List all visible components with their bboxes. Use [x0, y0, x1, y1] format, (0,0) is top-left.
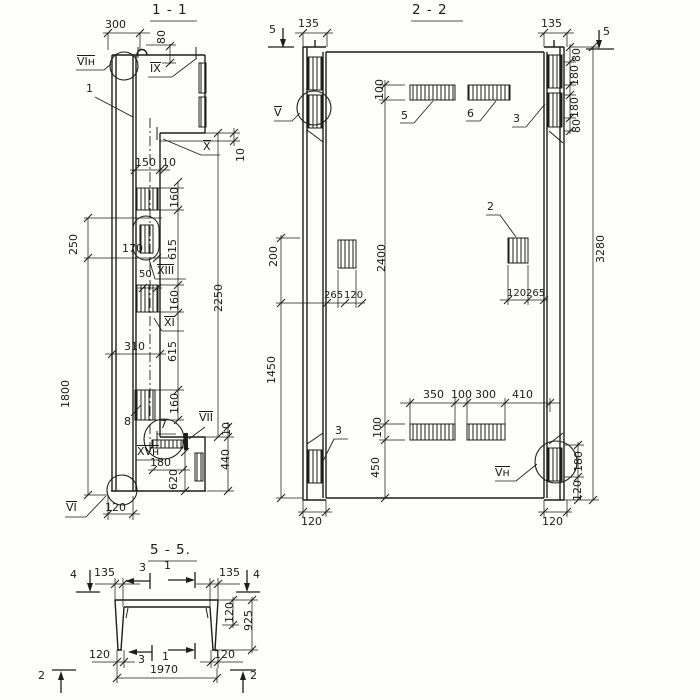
cut-mark-2-right: 2: [250, 669, 257, 682]
dim-410: 410: [512, 388, 533, 401]
plate-edge-bar: [184, 433, 188, 450]
dim-100-top: 100: [373, 79, 386, 100]
dim-80-top-b: 80: [570, 119, 583, 133]
ref-label-v: V: [274, 106, 282, 119]
cut-mark-1-bottom: 1: [162, 650, 169, 663]
dim-160-a: 160: [168, 187, 181, 208]
cut-mark-4-left: 4: [70, 568, 77, 581]
section-5-5-title: 5 - 5.: [150, 542, 191, 558]
dim-2250: 2250: [212, 284, 225, 312]
dim-615-a: 615: [166, 239, 179, 260]
dim-265-right: 265: [526, 288, 546, 299]
dim-925: 925: [242, 610, 255, 631]
dim-265-left: 265: [324, 290, 344, 301]
dim-10-top: 10: [234, 148, 247, 162]
cut-mark-1-top: 1: [164, 559, 171, 572]
dim-80: 80: [155, 30, 168, 44]
dim-120-bottom-left: 120: [301, 515, 322, 528]
dim-620: 620: [167, 469, 180, 490]
dimension-lines: [84, 33, 599, 683]
dim-120-left: 120: [344, 290, 364, 301]
dim-170: 170: [122, 242, 143, 255]
dim-135-left: 135: [298, 17, 319, 30]
dim-160-c: 160: [168, 393, 181, 414]
ref-label-vi-n: VIн: [77, 55, 95, 68]
dim-120-bottom-right: 120: [542, 515, 563, 528]
dim-1970: 1970: [150, 663, 178, 676]
dim-450: 450: [369, 457, 382, 478]
dim-135-left-55: 135: [94, 566, 115, 579]
dim-100-mid: 100: [451, 388, 472, 401]
dim-300-mid: 300: [475, 388, 496, 401]
dim-1800: 1800: [59, 380, 72, 408]
dim-80-top-a: 80: [570, 48, 583, 62]
ref-label-vii: VII: [199, 411, 214, 424]
dim-120-bottom-left-55: 120: [89, 648, 110, 661]
dim-10-bottom: 10: [220, 422, 233, 436]
dim-300: 300: [105, 18, 126, 31]
pos-label-1: 1: [86, 82, 93, 95]
cut-mark-5-right: 5: [603, 25, 610, 38]
pos-label-2: 2: [487, 200, 494, 213]
section-2-2-title: 2 - 2: [412, 2, 448, 18]
dim-180-top-b: 180: [568, 97, 581, 118]
dim-180: 180: [150, 456, 171, 469]
dim-1450: 1450: [265, 356, 278, 384]
ref-label-vi: VI: [66, 501, 77, 514]
ref-label-x: X: [203, 140, 211, 153]
ref-label-xiii: XIII: [157, 264, 175, 277]
dim-135-right: 135: [541, 17, 562, 30]
dim-160-b: 160: [168, 290, 181, 311]
pos-label-5: 5: [401, 109, 408, 122]
dim-120-right: 120: [507, 288, 527, 299]
dim-50: 50: [139, 269, 152, 280]
ref-label-ix: IX: [150, 62, 161, 75]
dim-180-bottom-right: 180: [572, 451, 585, 472]
ref-label-xv-n: XVн: [137, 445, 160, 458]
ref-label-v-n: Vн: [495, 466, 510, 479]
ref-label-xi: XI: [164, 316, 175, 329]
dim-100-bottom: 100: [371, 417, 384, 438]
dim-135-right-55: 135: [219, 566, 240, 579]
dim-150: 150: [135, 156, 156, 169]
dim-120-bottom-right-rot: 120: [571, 480, 584, 501]
pos-label-7: 7: [160, 418, 167, 431]
dim-615-b: 615: [166, 341, 179, 362]
dim-3280: 3280: [594, 235, 607, 263]
pos-label-3-bottom: 3: [335, 424, 342, 437]
dim-440: 440: [219, 449, 232, 470]
dim-180-top-a: 180: [568, 65, 581, 86]
dim-120-flange: 120: [223, 602, 236, 623]
dim-120-bottom: 120: [105, 501, 126, 514]
dim-10-flange: 10: [162, 156, 176, 169]
dim-310: 310: [124, 340, 145, 353]
dim-350: 350: [423, 388, 444, 401]
cut-mark-2-left: 2: [38, 669, 45, 682]
pos-label-6: 6: [467, 107, 474, 120]
cut-mark-3-bottom: 3: [138, 653, 145, 666]
cut-mark-4-right: 4: [253, 568, 260, 581]
pos-label-3-top: 3: [513, 112, 520, 125]
dim-2400: 2400: [375, 244, 388, 272]
section-1-1-title: 1 - 1: [152, 2, 188, 18]
dim-250: 250: [67, 234, 80, 255]
dim-200: 200: [267, 246, 280, 267]
dim-120-bottom-right-55: 120: [214, 648, 235, 661]
pos-label-8: 8: [124, 415, 131, 428]
cut-mark-5-left: 5: [269, 23, 276, 36]
cut-mark-3-top: 3: [139, 561, 146, 574]
